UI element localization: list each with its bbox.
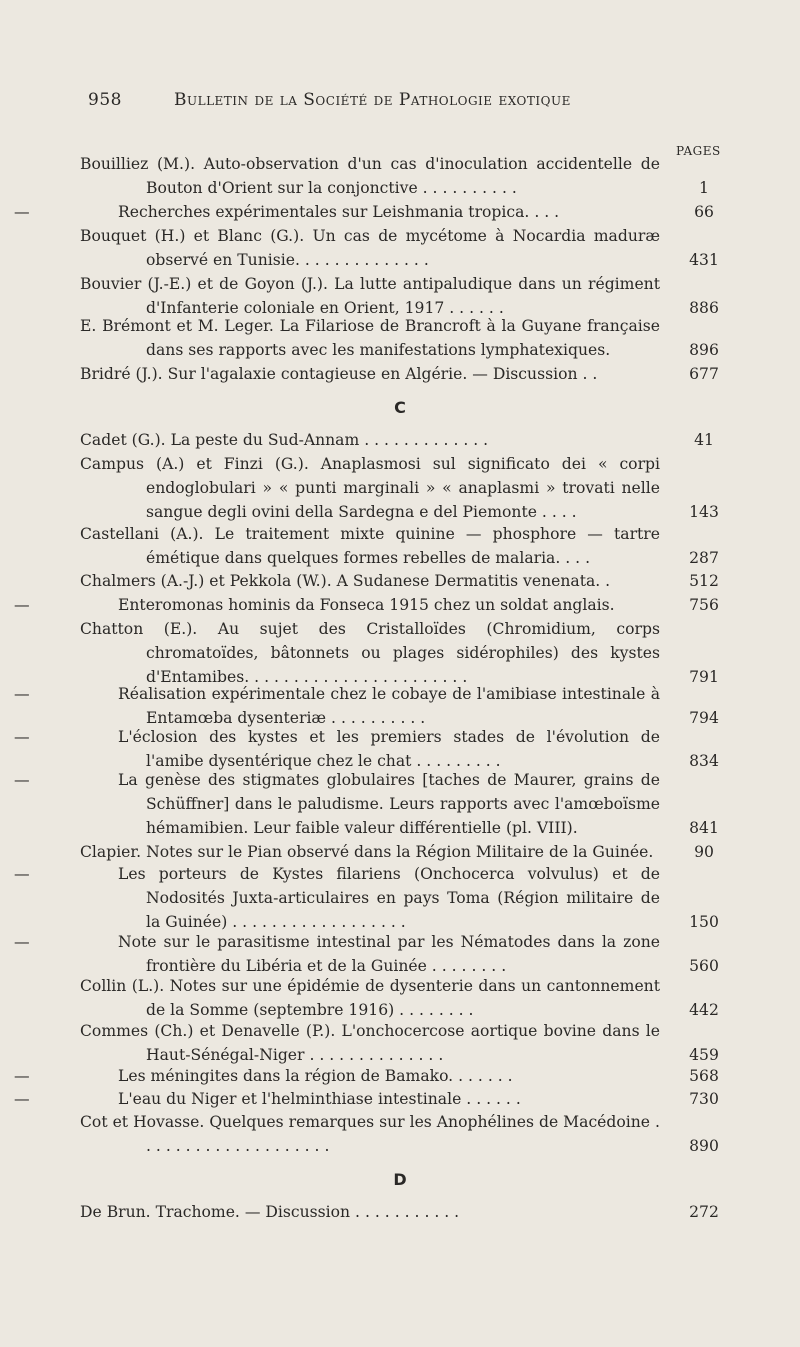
entry-page: 890: [689, 1137, 719, 1155]
entry-text: Chalmers (A.-J.) et Pekkola (W.). A Sudanese Dermatitis venenata. .: [80, 572, 611, 590]
index-entry: [80, 522, 719, 570]
entry-text: Bouilliez (M.). Auto-observation d'un cas d'inoculation accidentelle de Bouton d'Orient sur la conjonctive . . . . . . . . . .: [80, 155, 660, 197]
entry-text: Enteromonas hominis da Fonseca 1915 chez un soldat anglais.: [118, 596, 615, 614]
entry-text: Recherches expérimentales sur Leishmania tropica. . . .: [118, 203, 560, 221]
entry-text: Bouvier (J.-E.) et de Goyon (J.). La lutte antipaludique dans un régiment d'Infanterie coloniale en Orient, 1917 . . . . . .: [80, 275, 660, 317]
entry-text: Campus (A.) et Finzi (G.). Anaplasmosi sul significato dei « corpi endoglobulari » « punti marginali » « anaplasmi » trovati nelle sangue degli ovini della Sardegna e del Piemonte . . . .: [80, 455, 660, 521]
index-entry: [80, 569, 719, 593]
entry-page: 756: [689, 596, 719, 614]
entry-text: De Brun. Trachome. — Discussion . . . . . . . . . . .: [80, 1203, 460, 1221]
journal-title: Bulletin de la Société de Pathologie exotique: [174, 90, 571, 110]
entry-page: 841: [689, 819, 719, 837]
entry-page: 431: [689, 251, 719, 269]
entry-text: La genèse des stigmates globulaires [taches de Maurer, grains de Schüffner] dans le paludisme. Leurs rapports avec l'amœboïsme hémamibien. Leur faible valeur différentielle (pl. VIII).: [118, 771, 660, 837]
entry-text: L'eau du Niger et l'helminthiase intestinale . . . . . .: [118, 1090, 521, 1108]
continuation-dash: —: [14, 203, 30, 221]
entry-page: 272: [689, 1203, 719, 1221]
index-entry: [80, 272, 719, 320]
entry-page: 560: [689, 957, 719, 975]
index-entry: [14, 862, 719, 934]
index-entry: [14, 768, 719, 840]
pages-column-label: PAGES: [676, 144, 721, 158]
entry-page: 143: [689, 503, 719, 521]
index-entry: [80, 428, 714, 452]
index-entry: [14, 593, 719, 617]
index-entry: [80, 1019, 719, 1067]
entry-text: Les méningites dans la région de Bamako. . . . . . .: [118, 1067, 513, 1085]
entry-text: Les porteurs de Kystes filariens (Onchocerca volvulus) et de Nodosités Juxta-articulaires en pays Toma (Région militaire de la Guinée) . . . . . . . . . . . . . . . . . .: [118, 865, 660, 931]
entry-text: Collin (L.). Notes sur une épidémie de dysenterie dans un cantonnement de la Somme (septembre 1916) . . . . . . . .: [80, 977, 660, 1019]
index-entry: [80, 1200, 719, 1224]
entry-page: 66: [694, 203, 714, 221]
index-entry: [80, 314, 719, 362]
continuation-dash: —: [14, 1067, 30, 1085]
entry-page: 90: [694, 843, 714, 861]
entry-text: Cadet (G.). La peste du Sud-Annam . . . . . . . . . . . . .: [80, 431, 489, 449]
entry-page: 442: [689, 1001, 719, 1019]
entry-text: Clapier. Notes sur le Pian observé dans la Région Militaire de la Guinée.: [80, 843, 654, 861]
index-entry: [80, 974, 719, 1022]
continuation-dash: —: [14, 728, 30, 746]
index-entry: [14, 200, 714, 224]
entry-page: 886: [689, 299, 719, 317]
section-letter-c: C: [394, 398, 406, 417]
entry-text: E. Brémont et M. Leger. La Filariose de Brancroft à la Guyane française dans ses rapports avec les manifestations lymphatexiques.: [80, 317, 660, 359]
entry-text: Bouquet (H.) et Blanc (G.). Un cas de mycétome à Nocardia maduræ observé en Tunisie. . . . . . . . . . . . . .: [80, 227, 660, 269]
entry-page: 896: [689, 341, 719, 359]
index-entry: [80, 152, 709, 200]
index-entry: [80, 452, 719, 524]
entry-page: 1: [699, 179, 709, 197]
entry-text: Castellani (A.). Le traitement mixte quinine — phosphore — tartre émétique dans quelques formes rebelles de malaria. . . .: [80, 525, 660, 567]
entry-text: L'éclosion des kystes et les premiers stades de l'évolution de l'amibe dysentérique chez le chat . . . . . . . . .: [118, 728, 660, 770]
continuation-dash: —: [14, 1090, 30, 1108]
entry-page: 512: [689, 572, 719, 590]
index-entry: [14, 1064, 719, 1088]
entry-page: 287: [689, 549, 719, 567]
continuation-dash: —: [14, 685, 30, 703]
entry-page: 791: [689, 668, 719, 686]
entry-text: Commes (Ch.) et Denavelle (P.). L'onchocercose aortique bovine dans le Haut-Sénégal-Niger . . . . . . . . . . . . . .: [80, 1022, 660, 1064]
running-head: [88, 90, 648, 110]
index-entry: [14, 682, 719, 730]
entry-page: 794: [689, 709, 719, 727]
entry-page: 730: [689, 1090, 719, 1108]
section-letter-d: D: [393, 1170, 407, 1189]
index-entry: [14, 930, 719, 978]
continuation-dash: —: [14, 771, 30, 789]
index-entry: [14, 1087, 719, 1111]
index-entry: [14, 725, 719, 773]
entry-text: Chatton (E.). Au sujet des Cristalloïdes (Chromidium, corps chromatoïdes, bâtonnets ou plages sidérophiles) des kystes d'Entamibes. . . . . . . . . . . . . . . . . . . . . . .: [80, 620, 660, 686]
entry-page: 834: [689, 752, 719, 770]
entry-page: 41: [694, 431, 714, 449]
entry-page: 150: [689, 913, 719, 931]
continuation-dash: —: [14, 596, 30, 614]
entry-page: 459: [689, 1046, 719, 1064]
entry-page: 568: [689, 1067, 719, 1085]
page-number: 958: [88, 90, 122, 110]
entry-text: Réalisation expérimentale chez le cobaye de l'amibiase intestinale à Entamœba dysenteriæ . . . . . . . . . .: [118, 685, 660, 727]
continuation-dash: —: [14, 865, 30, 883]
index-entry: [80, 224, 719, 272]
index-entry: [80, 362, 719, 386]
index-entry: [80, 617, 719, 689]
continuation-dash: —: [14, 933, 30, 951]
index-entry: [80, 1110, 719, 1158]
entry-text: Note sur le parasitisme intestinal par les Nématodes dans la zone frontière du Libéria et de la Guinée . . . . . . . .: [118, 933, 660, 975]
entry-text: Cot et Hovasse. Quelques remarques sur les Anophélines de Macédoine . . . . . . . . . . . . . . . . . . . .: [80, 1113, 660, 1155]
entry-page: 677: [689, 365, 719, 383]
entry-text: Bridré (J.). Sur l'agalaxie contagieuse en Algérie. — Discussion . .: [80, 365, 598, 383]
index-entry: [80, 840, 714, 864]
